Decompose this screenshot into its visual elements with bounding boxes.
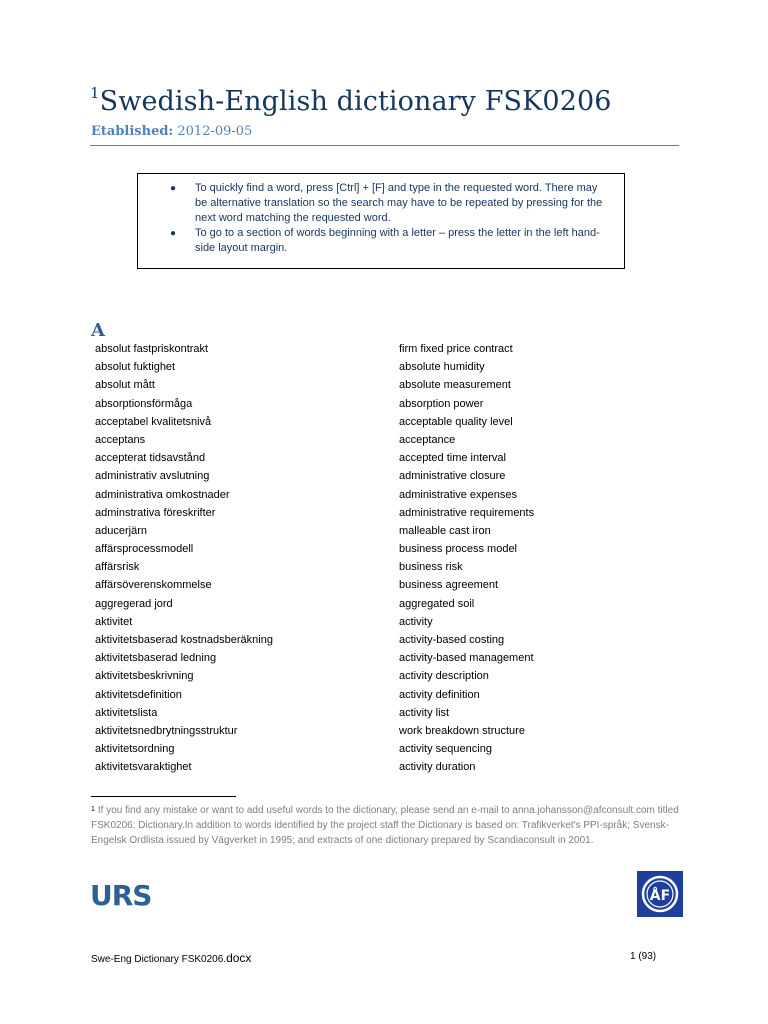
term-row	[0, 579, 768, 597]
swedish-term: absolut fastpriskontrakt	[95, 343, 209, 355]
swedish-term: affärsöverenskommelse	[95, 579, 212, 592]
english-term: activity list	[399, 706, 450, 719]
swedish-term: aktivitetsbaserad ledning	[95, 652, 217, 665]
swedish-term: aktivitetsbaserad kostnadsberäkning	[95, 634, 273, 646]
instruction-text: To quickly find a word, press [Ctrl] + [F] and type in the requested word. There may be alternative translation so the search may have to be repeated by pressing for the next word matching the requested word.	[195, 182, 603, 224]
term-row	[0, 707, 768, 725]
term-row	[0, 689, 768, 707]
english-term: malleable cast iron	[399, 524, 491, 537]
swedish-term: absolut fuktighet	[95, 361, 176, 374]
established-date: 2012-09-05	[177, 124, 253, 139]
urs-logo: URS	[90, 879, 152, 912]
english-term: accepted time interval	[399, 452, 506, 465]
english-term: work breakdown structure	[399, 724, 525, 737]
instructions-list	[138, 181, 624, 256]
footer-page-number: 1 (93)	[630, 951, 657, 962]
english-term: acceptable quality level	[399, 415, 513, 428]
english-term: activity sequencing	[399, 743, 492, 756]
term-row	[0, 434, 768, 452]
swedish-term: administrativa omkostnader	[95, 488, 230, 501]
footnote-text: If you find any mistake or want to add useful words to the dictionary, please send an e-mail to anna.johansson@afconsult.com titled FSK0206: Dictionary.In addition to words identified by the project staff the Dictionary is based on: Trafikverket's PPI-språk; Svensk-Engelsk Ordlista issued by Vägverket in 1995; and extracts of one dictionary prepared by Scandiaconsult in 2001.	[91, 805, 679, 846]
term-row	[0, 416, 768, 434]
english-term: business risk	[399, 561, 463, 574]
english-term: aggregated soil	[399, 597, 475, 610]
swedish-term: absorptionsförmåga	[95, 397, 193, 410]
title-text: Swedish-English dictionary FSK0206	[99, 86, 612, 117]
swedish-term: accepterat tidsavstånd	[95, 452, 206, 465]
english-term: administrative expenses	[399, 488, 518, 501]
term-row	[0, 398, 768, 416]
swedish-term: aggregerad jord	[95, 597, 173, 610]
english-term: activity-based costing	[399, 634, 505, 646]
swedish-term: aktivitetsbeskrivning	[95, 670, 194, 683]
af-logo-text: ÅF	[649, 888, 671, 904]
footnote	[91, 803, 681, 848]
swedish-term: aktivitetsvaraktighet	[95, 761, 192, 774]
instructions-box	[137, 173, 625, 269]
term-row	[0, 452, 768, 470]
english-term: administrative requirements	[399, 506, 535, 519]
english-term: administrative closure	[399, 470, 506, 483]
swedish-term: acceptans	[95, 433, 146, 446]
footer-doc-base: Swe-Eng Dictionary FSK0206.	[91, 954, 227, 965]
term-row	[0, 470, 768, 488]
footnote-divider	[91, 796, 236, 797]
established-line	[91, 124, 252, 139]
bullet-icon: ●	[170, 183, 177, 194]
term-row	[0, 343, 768, 361]
swedish-term: administrativ avslutning	[95, 470, 210, 483]
swedish-term: aktivitetsdefinition	[95, 688, 182, 701]
footer-document-name	[91, 951, 251, 965]
english-term: activity	[399, 615, 433, 628]
term-row	[0, 670, 768, 688]
footnote-marker: 1	[91, 806, 95, 813]
bullet-icon: ●	[170, 228, 177, 239]
term-row	[0, 598, 768, 616]
term-row	[0, 616, 768, 634]
term-row	[0, 761, 768, 779]
english-term: activity definition	[399, 688, 480, 701]
swedish-term: aktivitetsnedbrytningsstruktur	[95, 724, 238, 737]
term-row	[0, 379, 768, 397]
term-row	[0, 489, 768, 507]
english-term: absolute measurement	[399, 379, 511, 392]
term-row	[0, 634, 768, 652]
english-term: acceptance	[399, 433, 456, 446]
swedish-term: aducerjärn	[95, 524, 147, 537]
english-term: activity description	[399, 670, 489, 683]
term-row	[0, 743, 768, 761]
english-term: business agreement	[399, 579, 499, 592]
term-row	[0, 652, 768, 670]
swedish-term: aktivitetslista	[95, 706, 158, 719]
af-logo	[637, 871, 683, 917]
page-title	[90, 86, 612, 117]
english-term: business process model	[399, 543, 518, 556]
term-row	[0, 725, 768, 743]
english-term: absorption power	[399, 397, 484, 410]
swedish-term: aktivitetsordning	[95, 743, 175, 756]
swedish-term: affärsrisk	[95, 561, 140, 574]
instruction-item	[138, 181, 624, 226]
footer-doc-ext: docx	[226, 951, 252, 965]
swedish-term: aktivitet	[95, 615, 133, 628]
section-letter-heading: A	[91, 320, 105, 341]
english-term: activity duration	[399, 761, 476, 774]
english-term: firm fixed price contract	[399, 343, 513, 355]
swedish-term: acceptabel kvalitetsnivå	[95, 415, 212, 428]
established-label: Etablished:	[91, 124, 174, 139]
term-row	[0, 525, 768, 543]
term-row	[0, 361, 768, 379]
term-row	[0, 507, 768, 525]
english-term: absolute humidity	[399, 361, 485, 374]
instruction-text: To go to a section of words beginning with a letter – press the letter in the left hand-side layout margin.	[195, 227, 600, 254]
instruction-item	[138, 226, 624, 256]
swedish-term: affärsprocessmodell	[95, 543, 194, 556]
term-row	[0, 561, 768, 579]
title-divider	[90, 145, 679, 146]
swedish-term: adminstrativa föreskrifter	[95, 506, 216, 519]
english-term: activity-based management	[399, 652, 534, 665]
term-list	[0, 343, 768, 780]
term-row	[0, 543, 768, 561]
title-footnote-ref[interactable]: 1	[90, 84, 100, 102]
swedish-term: absolut mått	[95, 379, 155, 392]
